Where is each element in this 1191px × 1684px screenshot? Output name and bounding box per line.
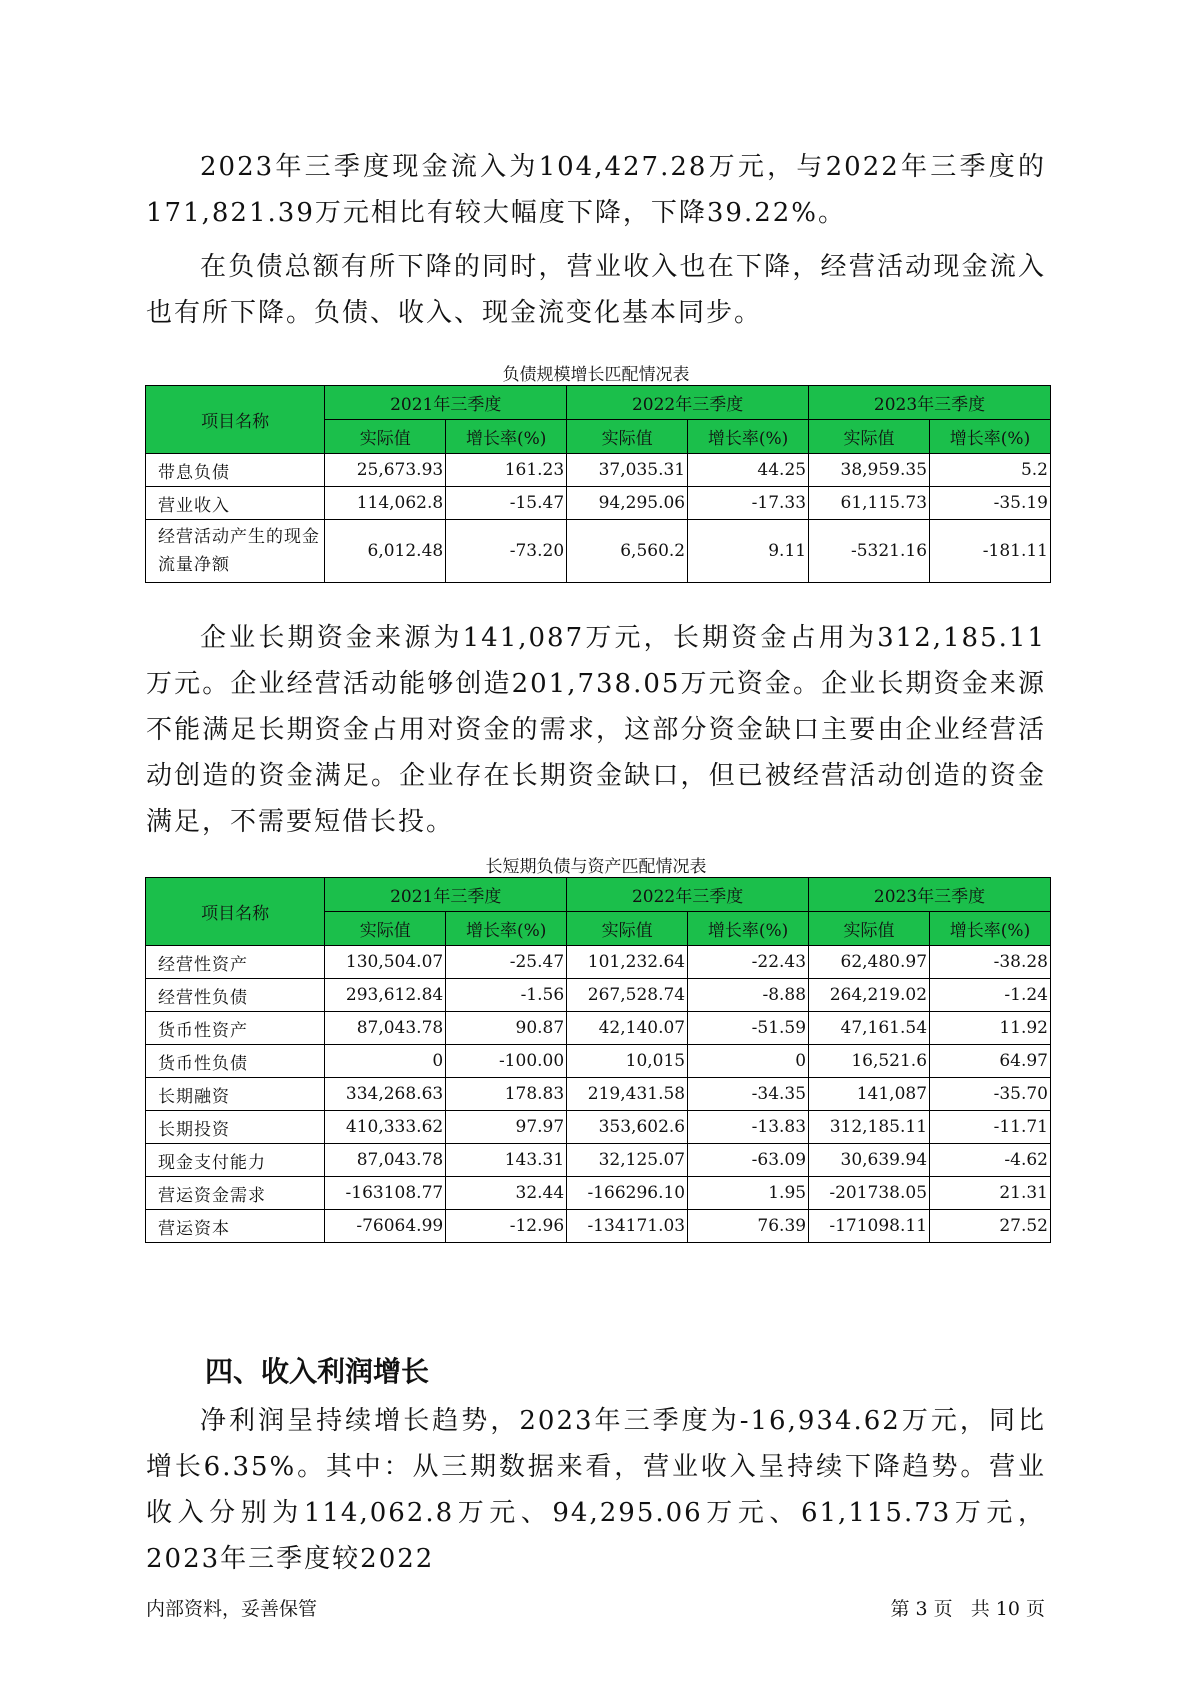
footer-left: 内部资料，妥善保管 xyxy=(146,1598,318,1620)
cell-value: 90.87 xyxy=(446,1012,567,1045)
table-row xyxy=(146,1111,1051,1144)
row-name: 现金支付能力 xyxy=(146,1144,325,1177)
cell-value: 0 xyxy=(325,1045,446,1078)
cell-value: 32.44 xyxy=(446,1177,567,1210)
table2-caption: 长短期负债与资产匹配情况表 xyxy=(485,857,707,877)
row-name: 货币性资产 xyxy=(146,1012,325,1045)
table-row xyxy=(146,454,1051,487)
cell-value: 9.11 xyxy=(688,520,809,583)
cell-value: 25,673.93 xyxy=(325,454,446,487)
table1-subheader-actual: 实际值 xyxy=(567,420,688,454)
cell-value: -13.83 xyxy=(688,1111,809,1144)
cell-value: 219,431.58 xyxy=(567,1078,688,1111)
cell-value: 38,959.35 xyxy=(809,454,930,487)
cell-value: 37,035.31 xyxy=(567,454,688,487)
cell-value: 267,528.74 xyxy=(567,979,688,1012)
cell-value: -38.28 xyxy=(930,946,1051,979)
table2-subheader-actual: 实际值 xyxy=(809,912,930,946)
cell-value: -181.11 xyxy=(930,520,1051,583)
table1-subheader-growth: 增长率(%) xyxy=(930,420,1051,454)
cell-value: 6,560.2 xyxy=(567,520,688,583)
cell-value: -22.43 xyxy=(688,946,809,979)
table2-subheader-actual: 实际值 xyxy=(567,912,688,946)
cell-value: -201738.05 xyxy=(809,1177,930,1210)
cell-value: 61,115.73 xyxy=(809,487,930,520)
paragraph-long-term-funds: 企业长期资金来源为141,087万元，长期资金占用为312,185.11万元。企业经营活动能够创造201,738.05万元资金。企业长期资金来源不能满足长期资金占用对资金的需求，这部分资金缺口主要由企业经营活动创造的资金满足。企业存在长期资金缺口，但已被经营活动创造的资金满足，不需要短借长投。 xyxy=(146,623,1046,837)
table-row xyxy=(146,1144,1051,1177)
cell-value: -171098.11 xyxy=(809,1210,930,1243)
table1-period-2023: 2023年三季度 xyxy=(809,386,1051,420)
table2-subheader-growth: 增长率(%) xyxy=(930,912,1051,946)
cell-value: 32,125.07 xyxy=(567,1144,688,1177)
cell-value: 44.25 xyxy=(688,454,809,487)
footer-page-number: 第 3 页 共 10 页 xyxy=(890,1598,1045,1620)
cell-value: 27.52 xyxy=(930,1210,1051,1243)
cell-value: 130,504.07 xyxy=(325,946,446,979)
table2-name-header: 项目名称 xyxy=(146,878,325,946)
table-row xyxy=(146,1210,1051,1243)
cell-value: -166296.10 xyxy=(567,1177,688,1210)
cell-value: 10,015 xyxy=(567,1045,688,1078)
cell-value: -5321.16 xyxy=(809,520,930,583)
table-row xyxy=(146,487,1051,520)
cell-value: 21.31 xyxy=(930,1177,1051,1210)
cell-value: -11.71 xyxy=(930,1111,1051,1144)
table2-subheader-growth: 增长率(%) xyxy=(446,912,567,946)
cell-value: 5.2 xyxy=(930,454,1051,487)
cell-value: -76064.99 xyxy=(325,1210,446,1243)
row-name: 带息负债 xyxy=(146,454,325,487)
paragraph-cash-inflow: 2023年三季度现金流入为104,427.28万元，与2022年三季度的171,821.39万元相比有较大幅度下降，下降39.22%。 xyxy=(146,152,1046,228)
cell-value: -25.47 xyxy=(446,946,567,979)
row-name: 营业收入 xyxy=(146,487,325,520)
row-name: 经营性资产 xyxy=(146,946,325,979)
table-row xyxy=(146,1177,1051,1210)
paragraph-debt-sync: 在负债总额有所下降的同时，营业收入也在下降，经营活动现金流入也有所下降。负债、收入、现金流变化基本同步。 xyxy=(146,252,1046,328)
cell-value: 87,043.78 xyxy=(325,1144,446,1177)
table2-period-2021: 2021年三季度 xyxy=(325,878,567,912)
cell-value: 101,232.64 xyxy=(567,946,688,979)
cell-value: 76.39 xyxy=(688,1210,809,1243)
cell-value: -8.88 xyxy=(688,979,809,1012)
table1-subheader-growth: 增长率(%) xyxy=(688,420,809,454)
cell-value: -100.00 xyxy=(446,1045,567,1078)
table-row xyxy=(146,979,1051,1012)
cell-value: 64.97 xyxy=(930,1045,1051,1078)
table2-period-2022: 2022年三季度 xyxy=(567,878,809,912)
table2-subheader-actual: 实际值 xyxy=(325,912,446,946)
cell-value: 161.23 xyxy=(446,454,567,487)
table1-subheader-actual: 实际值 xyxy=(809,420,930,454)
cell-value: 178.83 xyxy=(446,1078,567,1111)
cell-value: 94,295.06 xyxy=(567,487,688,520)
asset-liability-match-table xyxy=(145,877,1051,1243)
section-heading: 四、收入利润增长 xyxy=(205,1355,430,1388)
table2-subheader-growth: 增长率(%) xyxy=(688,912,809,946)
row-name: 货币性负债 xyxy=(146,1045,325,1078)
table1-caption: 负债规模增长匹配情况表 xyxy=(502,365,690,385)
cell-value: -35.19 xyxy=(930,487,1051,520)
cell-value: -73.20 xyxy=(446,520,567,583)
cell-value: -1.24 xyxy=(930,979,1051,1012)
cell-value: 264,219.02 xyxy=(809,979,930,1012)
cell-value: -134171.03 xyxy=(567,1210,688,1243)
cell-value: -163108.77 xyxy=(325,1177,446,1210)
table-row xyxy=(146,1045,1051,1078)
cell-value: 334,268.63 xyxy=(325,1078,446,1111)
cell-value: 87,043.78 xyxy=(325,1012,446,1045)
table-row xyxy=(146,1078,1051,1111)
cell-value: 30,639.94 xyxy=(809,1144,930,1177)
cell-value: -4.62 xyxy=(930,1144,1051,1177)
debt-growth-table xyxy=(145,385,1051,583)
cell-value: -51.59 xyxy=(688,1012,809,1045)
cell-value: 141,087 xyxy=(809,1078,930,1111)
cell-value: -1.56 xyxy=(446,979,567,1012)
cell-value: 11.92 xyxy=(930,1012,1051,1045)
table1-name-header: 项目名称 xyxy=(146,386,325,454)
cell-value: -17.33 xyxy=(688,487,809,520)
cell-value: 42,140.07 xyxy=(567,1012,688,1045)
paragraph-net-profit: 净利润呈持续增长趋势，2023年三季度为-16,934.62万元，同比增长6.35%。其中：从三期数据来看，营业收入呈持续下降趋势。营业收入分别为114,062.8万元、94,295.06万元、61,115.73万元，2023年三季度较2022 xyxy=(146,1406,1046,1574)
cell-value: 410,333.62 xyxy=(325,1111,446,1144)
cell-value: 16,521.6 xyxy=(809,1045,930,1078)
table-row xyxy=(146,520,1051,583)
table1-period-2022: 2022年三季度 xyxy=(567,386,809,420)
cell-value: 47,161.54 xyxy=(809,1012,930,1045)
table1-subheader-growth: 增长率(%) xyxy=(446,420,567,454)
cell-value: 114,062.8 xyxy=(325,487,446,520)
cell-value: -34.35 xyxy=(688,1078,809,1111)
table-row xyxy=(146,1012,1051,1045)
cell-value: -35.70 xyxy=(930,1078,1051,1111)
table1-period-2021: 2021年三季度 xyxy=(325,386,567,420)
cell-value: 353,602.6 xyxy=(567,1111,688,1144)
cell-value: 97.97 xyxy=(446,1111,567,1144)
table1-subheader-actual: 实际值 xyxy=(325,420,446,454)
cell-value: 293,612.84 xyxy=(325,979,446,1012)
cell-value: 0 xyxy=(688,1045,809,1078)
cell-value: 6,012.48 xyxy=(325,520,446,583)
cell-value: 62,480.97 xyxy=(809,946,930,979)
cell-value: 143.31 xyxy=(446,1144,567,1177)
row-name: 经营活动产生的现金流量净额 xyxy=(146,520,325,583)
table2-period-2023: 2023年三季度 xyxy=(809,878,1051,912)
row-name: 营运资本 xyxy=(146,1210,325,1243)
cell-value: 1.95 xyxy=(688,1177,809,1210)
cell-value: -63.09 xyxy=(688,1144,809,1177)
table-row xyxy=(146,946,1051,979)
row-name: 经营性负债 xyxy=(146,979,325,1012)
cell-value: -15.47 xyxy=(446,487,567,520)
row-name: 营运资金需求 xyxy=(146,1177,325,1210)
row-name: 长期投资 xyxy=(146,1111,325,1144)
row-name: 长期融资 xyxy=(146,1078,325,1111)
cell-value: -12.96 xyxy=(446,1210,567,1243)
cell-value: 312,185.11 xyxy=(809,1111,930,1144)
